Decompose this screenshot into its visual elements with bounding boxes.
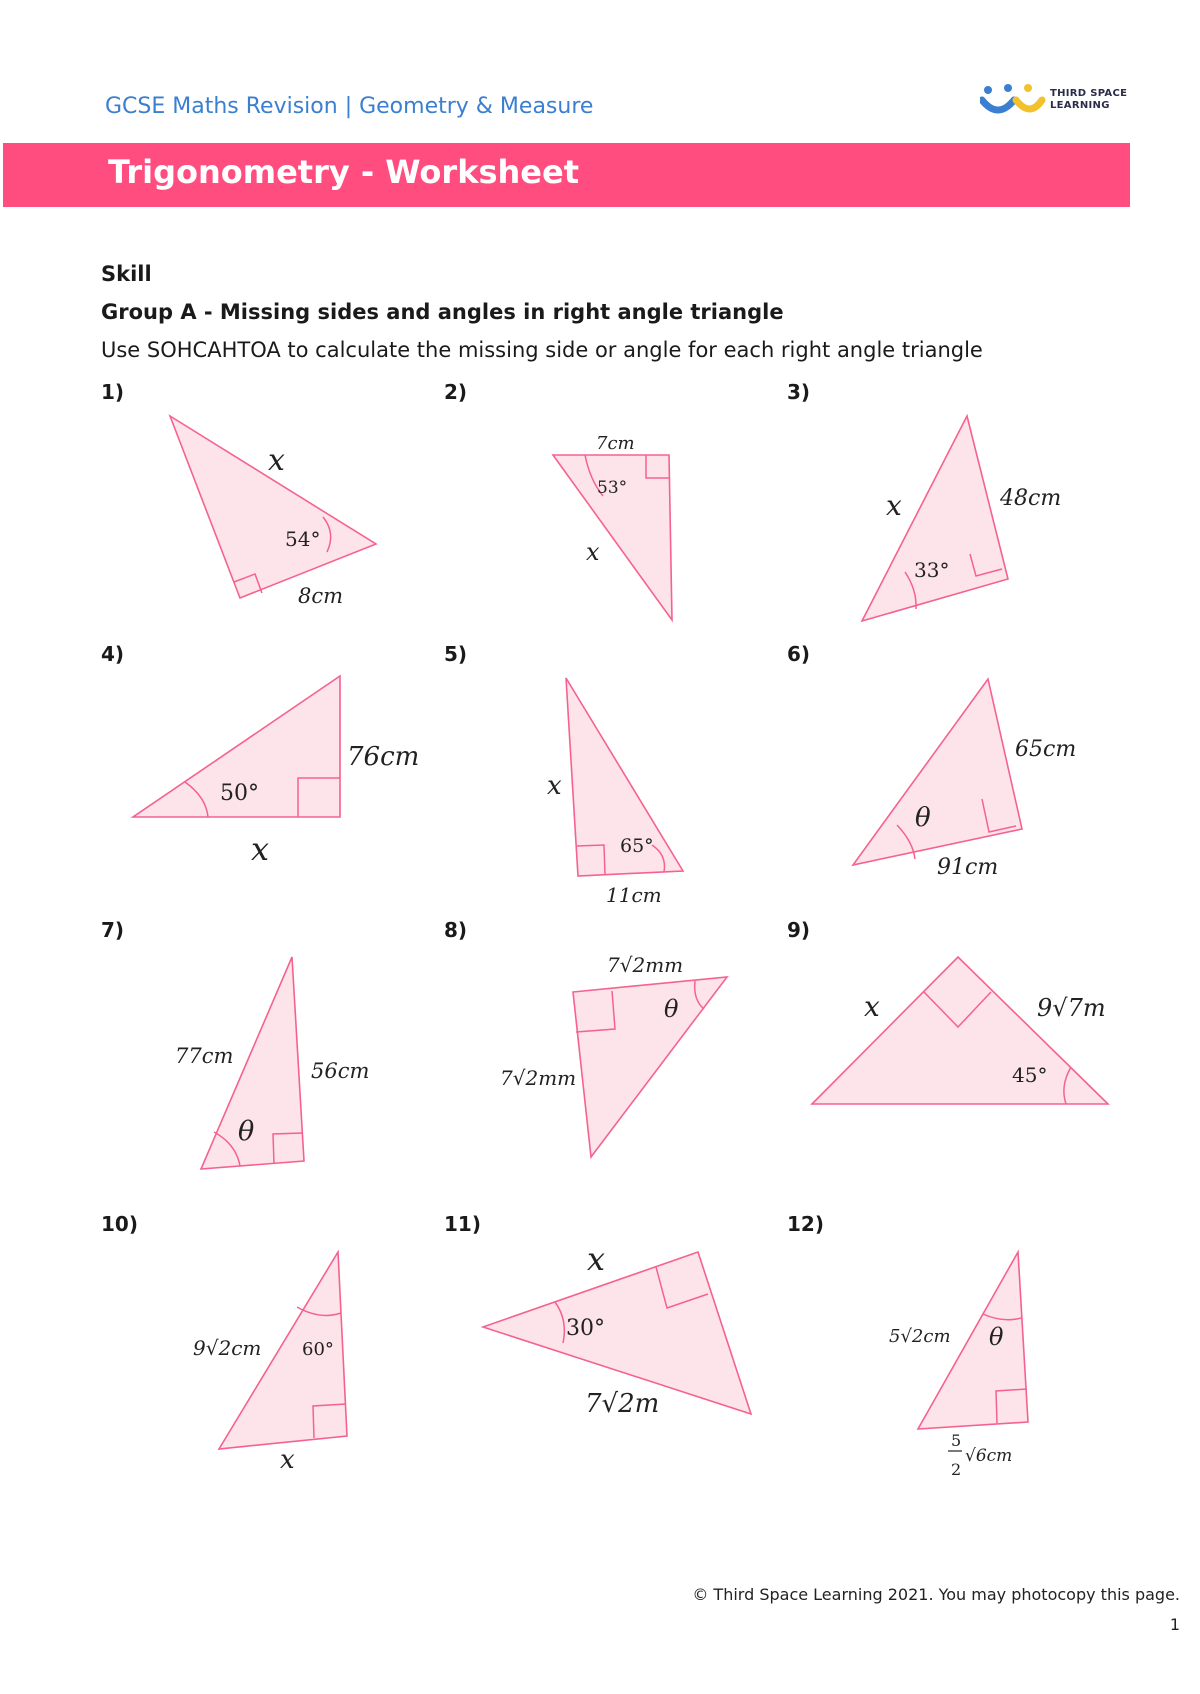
q3-label-3: 33° [914,558,950,582]
q3-label-1: x [886,489,902,522]
q8-label-2: θ [664,995,679,1023]
q6-label-1: 65cm [1015,737,1077,762]
q10-label-3: x [280,1445,295,1475]
group-heading: Group A - Missing sides and angles in right angle triangle [101,300,784,324]
triangle-6 [853,679,1076,880]
q6-label-2: θ [915,803,931,833]
q12-label-1: 5√2cm [889,1326,951,1347]
triangle-4 [133,676,419,868]
question-number-12: 12) [787,1212,824,1236]
logo-text-line2: LEARNING [1050,100,1110,111]
page-title: Trigonometry - Worksheet [108,153,579,191]
question-number-2: 2) [444,380,468,404]
question-number-6: 6) [787,642,811,666]
q8-label-3: 7√2mm [500,1066,577,1090]
triangle-12 [889,1252,1028,1479]
page-number: 1 [1169,1615,1180,1634]
copyright-footer: © Third Space Learning 2021. You may photocopy this page. [692,1585,1180,1604]
q4-label-3: x [251,830,270,868]
triangle-9 [812,957,1108,1104]
q11-label-3: 7√2m [585,1389,660,1419]
q11-label-1: x [587,1240,606,1278]
question-number-11: 11) [444,1212,481,1236]
breadcrumb: GCSE Maths Revision | Geometry & Measure [105,94,594,119]
triangle-5 [547,678,683,907]
question-number-4: 4) [101,642,125,666]
logo-text-line1: THIRD SPACE [1050,88,1128,99]
q7-label-1: 77cm [175,1044,234,1068]
q12-label-2: θ [989,1323,1004,1351]
q12-label-3: 5 [951,1431,962,1450]
q7-label-2: 56cm [311,1059,370,1083]
triangle-11 [483,1240,751,1419]
triangle-3 [862,416,1061,621]
q10-label-2: 60° [302,1339,334,1360]
q10-label-1: 9√2cm [193,1336,262,1360]
q2-label-3: x [586,538,600,566]
q1-label-2: 54° [285,527,321,551]
q12-label-5: √6cm [965,1446,1013,1466]
q4-label-1: 76cm [347,742,420,772]
triangle-10 [193,1252,347,1475]
question-number-9: 9) [787,918,811,942]
question-number-10: 10) [101,1212,138,1236]
q4-label-2: 50° [220,781,259,806]
q5-label-3: 11cm [606,883,662,907]
instruction-text: Use SOHCAHTOA to calculate the missing side or angle for each right angle triangle [101,338,983,362]
question-number-8: 8) [444,918,468,942]
triangle-7 [175,957,369,1169]
q9-label-1: x [864,990,880,1023]
q9-label-3: 45° [1012,1063,1048,1087]
q6-label-3: 91cm [937,855,999,880]
question-number-3: 3) [787,380,811,404]
q1-label-1: x [268,443,285,478]
q2-label-1: 7cm [596,433,635,454]
q11-label-2: 30° [566,1316,605,1341]
question-number-1: 1) [101,380,125,404]
q7-label-3: θ [238,1116,255,1147]
question-number-5: 5) [444,642,468,666]
triangle-1 [170,416,376,608]
q8-label-1: 7√2mm [607,953,684,977]
question-number-7: 7) [101,918,125,942]
q5-label-1: x [547,771,562,801]
triangle-2 [553,433,672,620]
q2-label-2: 53° [597,478,628,498]
q12-label-4: 2 [951,1460,962,1479]
q3-label-2: 48cm [1000,486,1062,511]
q5-label-2: 65° [620,835,654,857]
triangle-8 [500,953,727,1157]
q9-label-2: 9√7m [1037,994,1106,1022]
q1-label-3: 8cm [298,584,344,608]
skill-label: Skill [101,262,152,286]
